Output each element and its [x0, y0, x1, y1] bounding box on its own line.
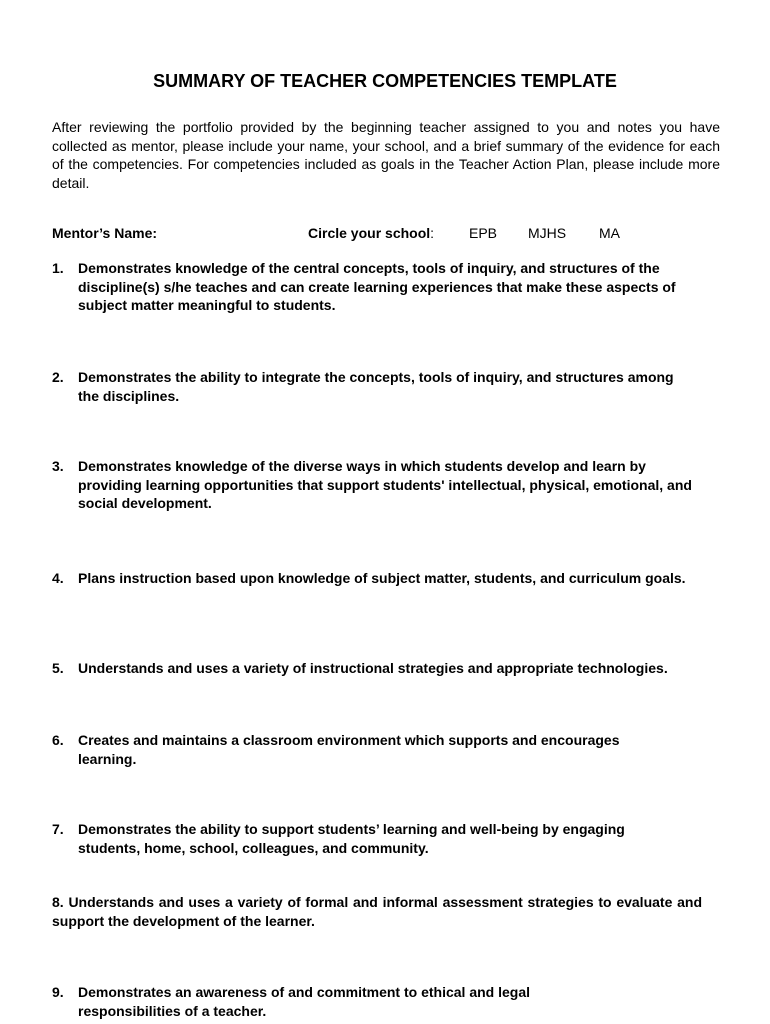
competency-item-7 [52, 820, 720, 857]
competency-number: 8. [52, 894, 64, 910]
competency-number: 6. [52, 732, 64, 748]
mentor-row [52, 224, 720, 242]
competency-number: 2. [52, 369, 64, 385]
competency-item-9 [52, 983, 720, 1020]
school-label-text: Circle your school [308, 225, 431, 241]
competency-number: 5. [52, 660, 64, 676]
competency-item-4 [52, 569, 720, 588]
competency-number: 9. [52, 984, 64, 1000]
school-option-epb[interactable]: EPB [469, 225, 498, 241]
competency-number: 4. [52, 570, 64, 586]
school-option-mjhs[interactable]: MJHS [528, 225, 567, 241]
competency-text: Demonstrates knowledge of the central concepts, tools of inquiry, and structures of the discipline(s) s/he teaches and can create learning experiences that make these aspects of subject matter meaningful to students. [78, 260, 676, 313]
mentor-name-label: Mentor’s Name: [52, 225, 158, 241]
intro-paragraph: After reviewing the portfolio provided by the beginning teacher assigned to you and notes you have collected as mentor, please include your name, your school, and a brief summary of the evidence for each of the competencies. For competencies included as goals in the Teacher Action Plan, please include more detail. [52, 119, 720, 191]
competency-text: Creates and maintains a classroom environment which supports and encourages learning. [78, 732, 620, 767]
competency-item-1 [52, 259, 720, 315]
competency-text: Plans instruction based upon knowledge of subject matter, students, and curriculum goals. [78, 570, 686, 586]
competency-item-6 [52, 731, 720, 768]
competency-item-2 [52, 368, 720, 405]
school-option-ma[interactable]: MA [599, 225, 620, 241]
competency-text: Demonstrates knowledge of the diverse ways in which students develop and learn by providing learning opportunities that support students' intellectual, physical, emotional, and social development. [78, 458, 692, 511]
competency-number: 1. [52, 260, 64, 276]
competency-text: Demonstrates the ability to support students’ learning and well-being by engaging students, home, school, colleagues, and community. [78, 821, 625, 856]
competency-text: Understands and uses a variety of instructional strategies and appropriate technologies. [78, 660, 668, 676]
page-title: SUMMARY OF TEACHER COMPETENCIES TEMPLATE [153, 71, 617, 91]
competency-text: Demonstrates an awareness of and commitment to ethical and legal responsibilities of a teacher. [78, 984, 531, 1019]
competency-item-8 [52, 893, 702, 930]
competency-text: Demonstrates the ability to integrate the concepts, tools of inquiry, and structures among the disciplines. [78, 369, 674, 404]
competency-item-3 [52, 457, 720, 513]
competency-text: Understands and uses a variety of formal and informal assessment strategies to evaluate and support the development of the learner. [52, 894, 702, 929]
competency-item-5 [52, 659, 720, 678]
school-label-colon: : [430, 225, 435, 241]
school-label [308, 224, 434, 242]
competency-number: 3. [52, 458, 64, 474]
competency-number: 7. [52, 821, 64, 837]
